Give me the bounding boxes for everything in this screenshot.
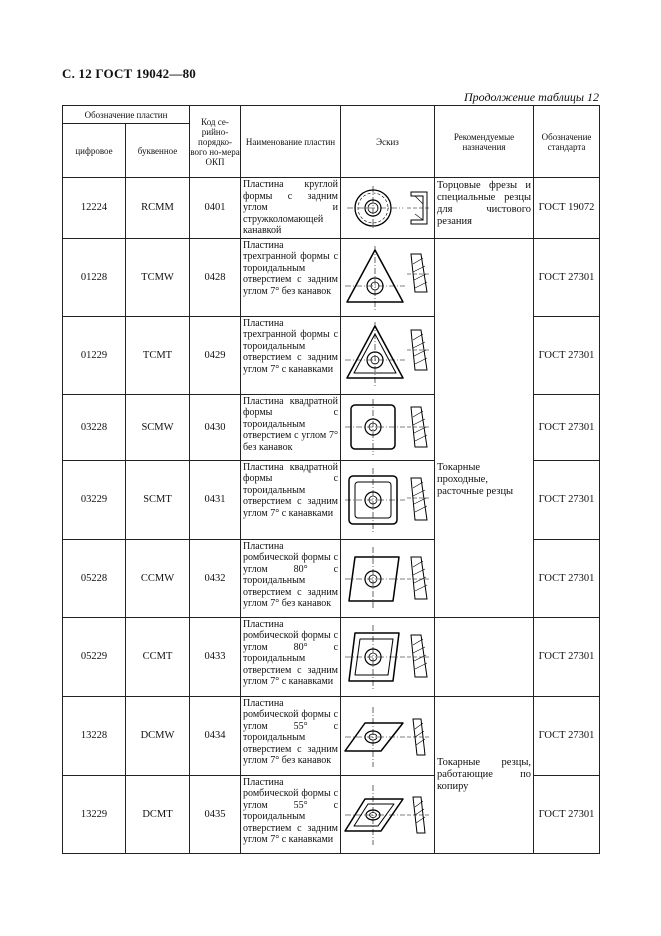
standard-header: Обозначение стандарта (534, 106, 600, 178)
standard-cell: ГОСТ 27301 (534, 460, 600, 539)
inserts-table (62, 105, 600, 854)
triangle-grooved-insert-sketch-icon (341, 316, 435, 394)
digital-cell: 01229 (63, 316, 126, 394)
rhombic-55-insert-sketch-icon (341, 696, 435, 775)
recommendation-spacer (435, 617, 534, 696)
letter-cell: TCMT (126, 316, 190, 394)
page-header: С. 12 ГОСТ 19042—80 (62, 66, 196, 81)
recommendation-cell: Торцовые фрезы и специальные резцы для чистового резания (435, 178, 534, 239)
standard-cell: ГОСТ 27301 (534, 617, 600, 696)
letter-cell: CCMW (126, 539, 190, 617)
triangle-insert-sketch-icon (341, 238, 435, 316)
digital-cell: 12224 (63, 178, 126, 239)
name-cell: Пластина трехгранной формы с тороидальным отверстием с задним углом 7° с канавками (241, 316, 341, 394)
table-continuation-label: Продолжение таблицы 12 (463, 90, 599, 104)
digital-cell: 13228 (63, 696, 126, 775)
square-insert-sketch-icon (341, 394, 435, 460)
square-grooved-insert-sketch-icon (341, 460, 435, 539)
table-row (63, 617, 600, 696)
round-insert-sketch-icon (341, 178, 435, 239)
digital-cell: 05228 (63, 539, 126, 617)
digital-cell: 03228 (63, 394, 126, 460)
letter-cell: DCMW (126, 696, 190, 775)
name-cell: Пластина квадратной формы с тороидальным отверстием с задним углом 7° с канавками (241, 460, 341, 539)
standard-cell: ГОСТ 27301 (534, 238, 600, 316)
okp-cell: 0428 (190, 238, 241, 316)
digital-cell: 13229 (63, 775, 126, 853)
rhombic-80-grooved-insert-sketch-icon (341, 617, 435, 696)
name-cell: Пластина ромбической формы с углом 55° с тороидальным отверстием с задним углом 7° без канавок (241, 696, 341, 775)
name-header: Наименование пластин (241, 106, 341, 178)
okp-cell: 0434 (190, 696, 241, 775)
table-row (63, 178, 600, 239)
standard-cell: ГОСТ 27301 (534, 539, 600, 617)
standard-cell: ГОСТ 27301 (534, 775, 600, 853)
designation-group-header: Обозначение пластин (63, 106, 190, 124)
digital-cell: 01228 (63, 238, 126, 316)
name-cell: Пластина ромбической формы с углом 55° с тороидальным отверстием с задним углом 7° с канавками (241, 775, 341, 853)
standard-cell: ГОСТ 27301 (534, 316, 600, 394)
name-cell: Пластина ромбической формы с углом 80° с тороидальным отверстием с задним углом 7° с канавками (241, 617, 341, 696)
letter-cell: SCMW (126, 394, 190, 460)
digital-cell: 05229 (63, 617, 126, 696)
letter-header: буквенное (126, 124, 190, 178)
okp-cell: 0433 (190, 617, 241, 696)
table-row (63, 539, 600, 617)
name-cell: Пластина ромбической формы с углом 80° с тороидальным отверстием с задним углом 7° без канавок (241, 539, 341, 617)
okp-cell: 0429 (190, 316, 241, 394)
recommendation-cell: Токарные проходные, расточные резцы (435, 460, 534, 539)
recommended-header: Рекомендуемые назначения (435, 106, 534, 178)
letter-cell: CCMT (126, 617, 190, 696)
recommendation-spacer (435, 539, 534, 617)
standard-cell: ГОСТ 27301 (534, 394, 600, 460)
okp-cell: 0432 (190, 539, 241, 617)
digital-header: цифровое (63, 124, 126, 178)
table-row (63, 460, 600, 539)
table-row (63, 696, 600, 775)
standard-cell: ГОСТ 27301 (534, 696, 600, 775)
okp-cell: 0431 (190, 460, 241, 539)
rhombic-55-grooved-insert-sketch-icon (341, 775, 435, 853)
okp-code-header: Код се-рийно-порядко-вого но-мера ОКП (190, 106, 241, 178)
table-row (63, 238, 600, 316)
recommendation-spacer (435, 238, 534, 460)
letter-cell: SCMT (126, 460, 190, 539)
standard-cell: ГОСТ 19072 (534, 178, 600, 239)
letter-cell: RCMM (126, 178, 190, 239)
okp-cell: 0401 (190, 178, 241, 239)
letter-cell: TCMW (126, 238, 190, 316)
okp-cell: 0430 (190, 394, 241, 460)
sketch-header: Эскиз (341, 106, 435, 178)
recommendation-cell: Токарные резцы, работающие по копиру (435, 696, 534, 853)
name-cell: Пластина трехгранной формы с тороидальным отверстием с задним углом 7° без канавок (241, 238, 341, 316)
rhombic-80-insert-sketch-icon (341, 539, 435, 617)
name-cell: Пластина круглой формы с задним углом и стружколомающей канавкой (241, 178, 341, 239)
okp-cell: 0435 (190, 775, 241, 853)
name-cell: Пластина квадратной формы с тороидальным отверстием с углом 7° без канавок (241, 394, 341, 460)
letter-cell: DCMT (126, 775, 190, 853)
digital-cell: 03229 (63, 460, 126, 539)
